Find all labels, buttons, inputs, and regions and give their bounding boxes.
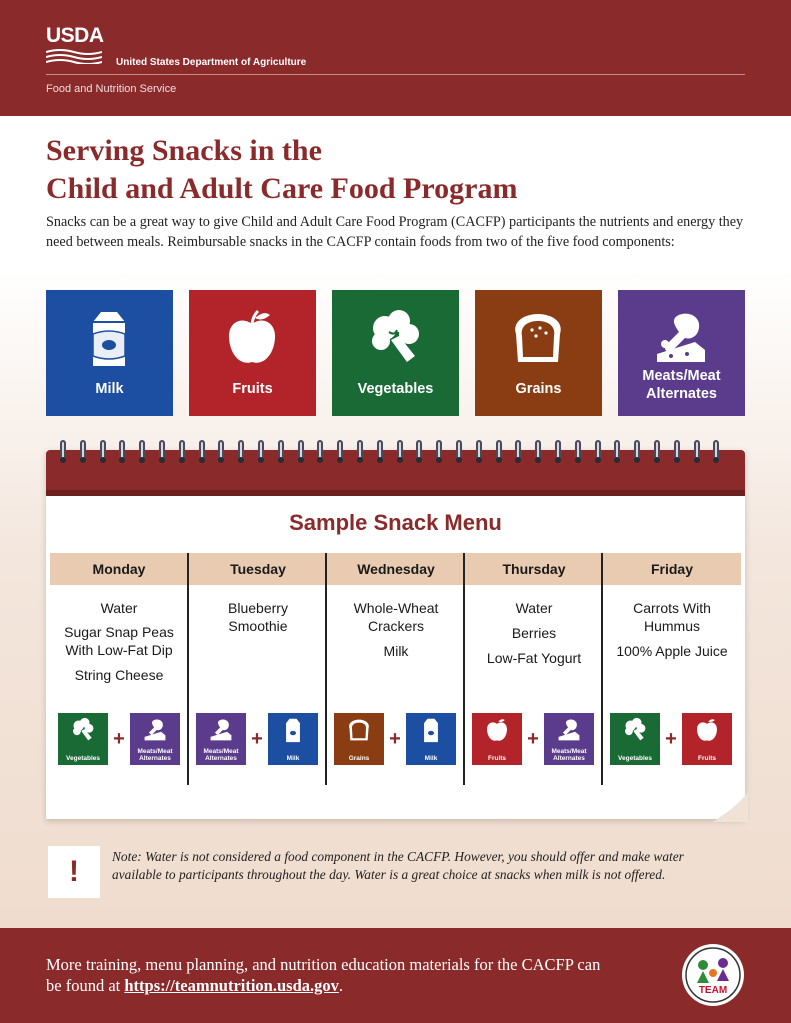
- mini-meats-tile: [130, 713, 180, 765]
- mini-label: Vegetables: [66, 755, 100, 762]
- menu-item: Carrots With Hummus: [633, 600, 711, 634]
- mini-label: Fruits: [487, 755, 507, 762]
- water-note: Note: Water is not considered a food component in the CACFP. However, you should offer and make water available to participants throughout the day. Water is a great choice at snacks when milk is not offered.: [112, 849, 684, 882]
- calendar-ring: [357, 440, 363, 464]
- team-logo-text: TEAM: [698, 985, 728, 996]
- milk-carton-icon: [418, 717, 444, 743]
- calendar-ring: [535, 440, 541, 464]
- meat-cheese-icon: [208, 717, 234, 743]
- calendar-ring: [515, 440, 521, 464]
- calendar-ring: [575, 440, 581, 464]
- calendar-ring: [654, 440, 660, 464]
- page-title: [46, 132, 746, 208]
- broccoli-icon: [622, 717, 648, 743]
- calendar-ring: [238, 440, 244, 464]
- calendar-ring: [218, 440, 224, 464]
- component-label: Milk: [95, 381, 124, 397]
- calendar-ring: [139, 440, 145, 464]
- broccoli-icon: [365, 308, 425, 368]
- calendar-ring: [317, 440, 323, 464]
- calendar-ring: [416, 440, 422, 464]
- mini-vegetables-tile: [58, 713, 108, 765]
- calendar-ring: [377, 440, 383, 464]
- page-curl-icon: [712, 792, 748, 822]
- menu-item: Low-Fat Yogurt: [486, 650, 582, 666]
- menu-item: Whole-Wheat Crackers: [353, 600, 439, 634]
- team-nutrition-link[interactable]: https://teamnutrition.usda.gov: [124, 976, 339, 995]
- alert-icon: !: [48, 846, 100, 898]
- mini-label: Meats/Meat Alternates: [203, 748, 239, 762]
- header: [0, 0, 791, 116]
- department-name: United States Department of Agriculture: [116, 57, 307, 68]
- calendar-ring: [119, 440, 125, 464]
- team-nutrition-logo: [681, 943, 745, 1007]
- mini-grains-tile: [334, 713, 384, 765]
- component-label: Vegetables: [357, 381, 434, 397]
- component-grains: [475, 290, 602, 416]
- mini-milk-tile: [268, 713, 318, 765]
- calendar-ring: [634, 440, 640, 464]
- calendar-ring: [278, 440, 284, 464]
- calendar-ring: [614, 440, 620, 464]
- calendar-ring: [159, 440, 165, 464]
- title-line-1: Serving Snacks in the: [46, 134, 322, 167]
- calendar-ring: [436, 440, 442, 464]
- usda-logo: USDA: [46, 24, 104, 47]
- usda-hills-icon: [46, 48, 102, 64]
- meat-cheese-icon: [556, 717, 582, 743]
- calendar-ring: [298, 440, 304, 464]
- title-line-2: Child and Adult Care Food Program: [46, 172, 518, 205]
- milk-carton-icon: [79, 308, 139, 368]
- component-vegetables: [332, 290, 459, 416]
- footer-suffix: .: [338, 976, 344, 995]
- component-label: Grains: [515, 381, 562, 397]
- apple-icon: [222, 308, 282, 368]
- calendar-ring: [199, 440, 205, 464]
- menu-item: Sugar Snap Peas With Low-Fat Dip: [64, 624, 174, 658]
- calendar-ring: [337, 440, 343, 464]
- meat-cheese-icon: [651, 308, 711, 368]
- menu-item: String Cheese: [74, 667, 164, 683]
- service-name: Food and Nutrition Service: [46, 83, 177, 95]
- calendar-ring: [60, 440, 66, 464]
- component-label: Meats/Meat Alternates: [642, 368, 721, 402]
- plus-sign: +: [665, 728, 677, 750]
- calendar-binding-edge: [46, 490, 745, 496]
- menu-item: Blueberry Smoothie: [228, 600, 288, 634]
- calendar-ring: [80, 440, 86, 464]
- header-divider: [46, 74, 745, 75]
- day-header: Monday: [50, 553, 188, 585]
- milk-carton-icon: [280, 717, 306, 743]
- component-meats: [618, 290, 745, 416]
- plus-sign: +: [389, 728, 401, 750]
- component-milk: [46, 290, 173, 416]
- mini-label: Vegetables: [618, 755, 652, 762]
- menu-item: 100% Apple Juice: [616, 643, 728, 659]
- plus-sign: +: [527, 728, 539, 750]
- intro-paragraph: Snacks can be a great way to give Child and Adult Care Food Program (CACFP) participants the nutrients and energy they need between meals. Reimbursable snacks in the CACFP contain foods from two of the five food components:: [46, 214, 744, 250]
- bread-icon: [508, 308, 568, 368]
- plus-sign: +: [113, 728, 125, 750]
- menu-item: Water: [100, 600, 138, 616]
- calendar-ring: [694, 440, 700, 464]
- calendar-ring: [674, 440, 680, 464]
- day-header: Friday: [603, 553, 741, 585]
- calendar-ring: [456, 440, 462, 464]
- day-header: Tuesday: [189, 553, 327, 585]
- menu-item: Berries: [511, 625, 557, 641]
- mini-meats-tile: [544, 713, 594, 765]
- day-header: Thursday: [465, 553, 603, 585]
- mini-label: Meats/Meat Alternates: [551, 748, 587, 762]
- footer-message: More training, menu planning, and nutrition education materials for the CACFP can be found at: [46, 955, 601, 995]
- component-fruits: [189, 290, 316, 416]
- footer: [0, 928, 791, 1023]
- mini-milk-tile: [406, 713, 456, 765]
- apple-icon: [484, 717, 510, 743]
- component-label: Fruits: [232, 381, 273, 397]
- calendar-ring: [397, 440, 403, 464]
- broccoli-icon: [70, 717, 96, 743]
- food-components: [46, 290, 746, 416]
- mini-fruits-tile: [472, 713, 522, 765]
- bread-icon: [346, 717, 372, 743]
- menu-item: Milk: [383, 643, 409, 659]
- day-header: Wednesday: [327, 553, 465, 585]
- calendar-ring: [496, 440, 502, 464]
- mini-label: Milk: [286, 755, 300, 762]
- calendar-ring: [179, 440, 185, 464]
- mini-fruits-tile: [682, 713, 732, 765]
- mini-label: Milk: [424, 755, 438, 762]
- calendar-ring: [100, 440, 106, 464]
- apple-icon: [694, 717, 720, 743]
- meat-cheese-icon: [142, 717, 168, 743]
- menu-title: Sample Snack Menu: [289, 510, 502, 535]
- calendar-ring: [555, 440, 561, 464]
- mini-label: Grains: [348, 755, 370, 762]
- calendar-ring: [713, 440, 719, 464]
- mini-label: Fruits: [697, 755, 717, 762]
- calendar-ring: [476, 440, 482, 464]
- mini-vegetables-tile: [610, 713, 660, 765]
- menu-item: Water: [515, 600, 553, 616]
- plus-sign: +: [251, 728, 263, 750]
- footer-text: [46, 954, 606, 996]
- mini-label: Meats/Meat Alternates: [137, 748, 173, 762]
- sample-snack-menu: [46, 450, 745, 819]
- calendar-ring: [595, 440, 601, 464]
- calendar-ring: [258, 440, 264, 464]
- mini-meats-tile: [196, 713, 246, 765]
